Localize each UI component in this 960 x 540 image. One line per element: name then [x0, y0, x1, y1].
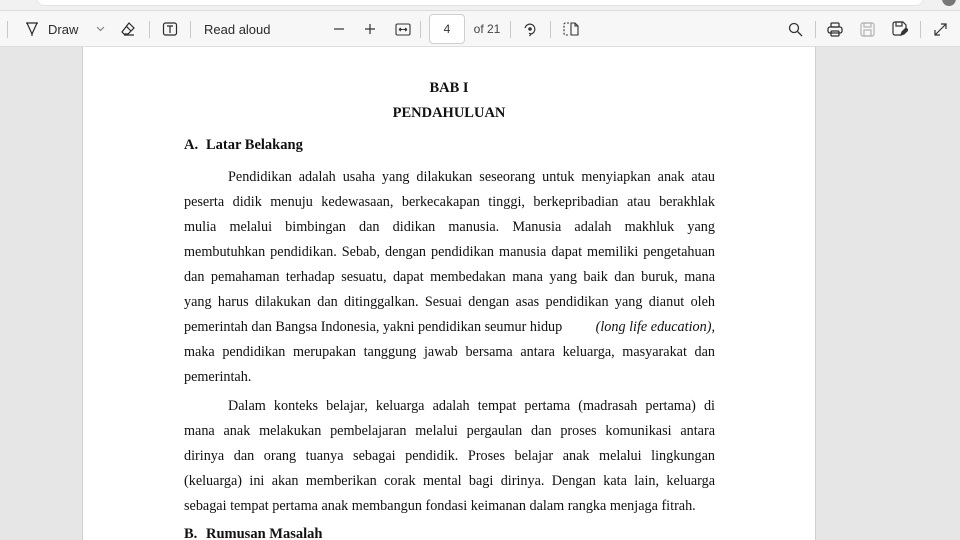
paragraph-line: pemerintah. [184, 369, 252, 385]
draw-button[interactable]: Draw [48, 21, 79, 37]
section-b-title: Rumusan Masalah [206, 526, 323, 540]
page-view-icon[interactable] [561, 11, 581, 47]
draw-icon[interactable] [22, 11, 42, 47]
section-b-heading [184, 526, 322, 540]
divider [190, 21, 191, 38]
divider [920, 21, 921, 38]
paragraph-line: dirinya dan orang tuanya sebagai pendidik. Proses belajar anak melalui lingkungan [184, 448, 715, 464]
paragraph-line: (keluarga) ini akan memberikan corak mental bagi dirinya. Dengan kata lain, keluarga [184, 473, 715, 489]
divider [149, 21, 150, 38]
pdf-page [82, 47, 816, 540]
pdf-toolbar [0, 10, 960, 47]
divider [815, 21, 816, 38]
paragraph-line: maka pendidikan merupakan tanggung jawab bersama antara keluarga, masyarakat dan [184, 344, 715, 360]
printer-icon[interactable] [825, 11, 845, 47]
italic-term: (long life education), [595, 319, 715, 335]
divider [510, 21, 511, 38]
chapter-title: PENDAHULUAN [392, 105, 506, 121]
section-a-number: A. [184, 137, 199, 153]
expand-icon[interactable] [930, 11, 950, 47]
chevron-down-icon[interactable] [93, 11, 107, 47]
read-aloud-button[interactable]: Read aloud [204, 21, 271, 37]
paragraph-line [184, 317, 715, 337]
page-total-label: of 21 [473, 22, 501, 36]
eraser-icon[interactable] [118, 11, 138, 47]
paragraph-line: mana anak melakukan pembelajaran melalui pergaulan dan proses komunikasi antara [184, 423, 715, 439]
paragraph-line: dan pemahaman terhadap sesuatu, dapat membedakan mana yang baik dan buruk, mana [184, 269, 715, 285]
fit-width-icon[interactable] [393, 11, 413, 47]
rotate-icon[interactable] [520, 11, 540, 47]
document-viewer[interactable] [0, 47, 960, 540]
search-icon[interactable] [785, 11, 805, 47]
paragraph-line: yang harus dilakukan dan ditinggalkan. Sesuai dengan asas pendidikan yang dianut oleh [184, 294, 715, 310]
divider [7, 21, 8, 38]
save-as-icon[interactable] [890, 11, 910, 47]
paragraph-line: peserta didik menuju kedewasaan, berkecakapan tinggi, berkepribadian atau berakhlak [184, 194, 715, 210]
plus-icon[interactable] [361, 11, 379, 47]
paragraph-line: Pendidikan adalah usaha yang dilakukan seseorang untuk menyiapkan anak atau [228, 169, 715, 185]
chapter-number: BAB I [429, 80, 469, 96]
paragraph-line: Dalam konteks belajar, keluarga adalah tempat pertama (madrasah pertama) di [228, 398, 715, 414]
browser-chrome-strip [0, 0, 960, 10]
section-a-title: Latar Belakang [206, 137, 303, 153]
paragraph-line: membutuhkan pendidikan. Sebab, dengan pendidikan manusia dapat memiliki pengetahuan [184, 244, 715, 260]
address-bar[interactable] [36, 0, 924, 6]
save-icon[interactable] [857, 11, 877, 47]
paragraph-text: pemerintah dan Bangsa Indonesia, yakni pendidikan seumur hidup [184, 319, 563, 335]
section-a-heading [184, 137, 303, 154]
divider [420, 21, 421, 38]
page-number-input[interactable]: 4 [429, 14, 465, 44]
paragraph-line: sebagai tempat pertama anak membangun fondasi keimanan dalam rangka menjaga fitrah. [184, 498, 696, 514]
paragraph-line: mulia melalui bimbingan dan didikan manusia. Manusia adalah makhluk yang [184, 219, 715, 235]
profile-avatar[interactable] [942, 0, 956, 6]
divider [550, 21, 551, 38]
minus-icon[interactable] [330, 11, 348, 47]
text-box-icon[interactable] [160, 11, 180, 47]
section-b-number: B. [184, 526, 198, 540]
